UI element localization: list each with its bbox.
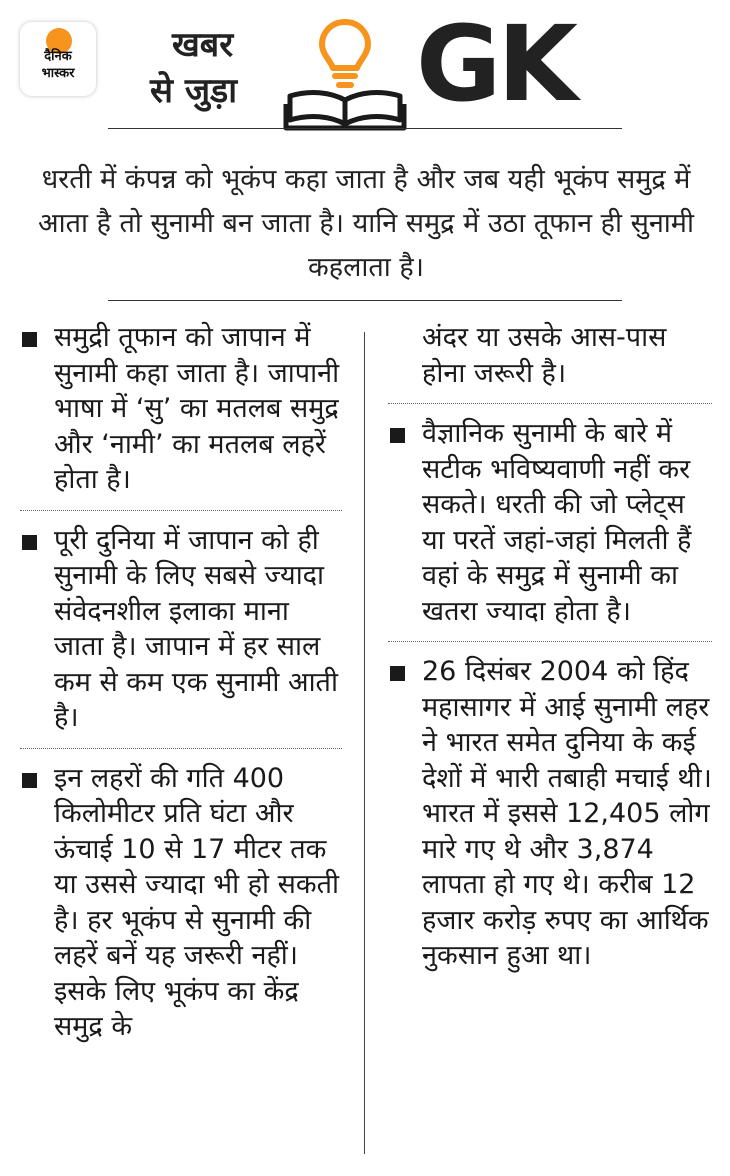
header-rule (108, 128, 622, 129)
lightbulb-icon (322, 22, 368, 85)
dotted-divider (20, 510, 342, 511)
header-title (150, 22, 237, 114)
dotted-divider (388, 641, 712, 642)
logo-line-2: भास्कर (41, 66, 75, 81)
intro-text: धरती में कंपन्न को भूकंप कहा जाता है और जब यही भूकंप समुद्र में आता है तो सुनामी बन जाता है। यानि समुद्र में उठा तूफान ही सुनामी कहलाता है। (38, 164, 694, 283)
lightbulb-book-icon (280, 16, 410, 136)
header-line-1: खबर (172, 25, 234, 65)
list-item-text: वैज्ञानिक सुनामी के बारे में सटीक भविष्यवाणी नहीं कर सकते। धरती की जो प्लेट्स या परतें जहां-जहां मिलती हैं वहां के समुद्र में सुनामी का खतरा ज्यादा होता है। (422, 418, 692, 627)
column-divider (364, 332, 365, 1154)
list-item-text: 26 दिसंबर 2004 को हिंद महासागर में आई सुनामी लहर ने भारत समेत दुनिया के कई देशों में भारी तबाही मचाई थी। भारत में इससे 12,405 लोग मारे गए थे और 3,874 लापता हो गए थे। करीब 12 हजार करोड़ रुपए का आर्थिक नुकसान हुआ था। (422, 656, 712, 971)
list-item (20, 761, 342, 1045)
intro-rule (108, 300, 622, 301)
logo-text (20, 48, 96, 82)
list-item (20, 523, 342, 736)
list-item (20, 320, 342, 498)
bullet-icon (22, 332, 37, 347)
list-item-text: पूरी दुनिया में जापान को ही सुनामी के लिए सबसे ज्यादा संवेदनशील इलाका माना जाता है। जापान में हर साल कम से कम एक सुनामी आती है। (54, 524, 338, 733)
list-item (388, 416, 712, 629)
logo-line-1: दैनिक (44, 49, 72, 64)
brand-logo (20, 22, 96, 96)
list-item-continuation: अंदर या उसके आस-पास होना जरूरी है। (422, 322, 667, 389)
dotted-divider (20, 748, 342, 749)
right-column (388, 320, 712, 974)
header-line-2: से जुड़ा (150, 71, 238, 111)
list-item-text: इन लहरों की गति 400 किलोमीटर प्रति घंटा और ऊंचाई 10 से 17 मीटर तक या उससे ज्यादा भी हो सकती है। हर भूकंप से सुनामी की लहरें बनें यह जरूरी नहीं। इसके लिए भूकंप का केंद्र समुद्र के (54, 762, 339, 1042)
dotted-divider (388, 403, 712, 404)
bullet-icon (22, 535, 37, 550)
gk-heading: GK (416, 3, 574, 125)
list-item (388, 654, 712, 974)
open-book-icon (286, 93, 404, 128)
bullet-icon (22, 773, 37, 788)
list-item-text: समुद्री तूफान को जापान में सुनामी कहा जाता है। जापानी भाषा में ‘सु’ का मतलब समुद्र और ‘नामी’ का मतलब लहरें होता है। (54, 322, 340, 495)
bullet-icon (390, 428, 405, 443)
left-column (20, 320, 342, 1045)
bullet-icon (390, 666, 405, 681)
